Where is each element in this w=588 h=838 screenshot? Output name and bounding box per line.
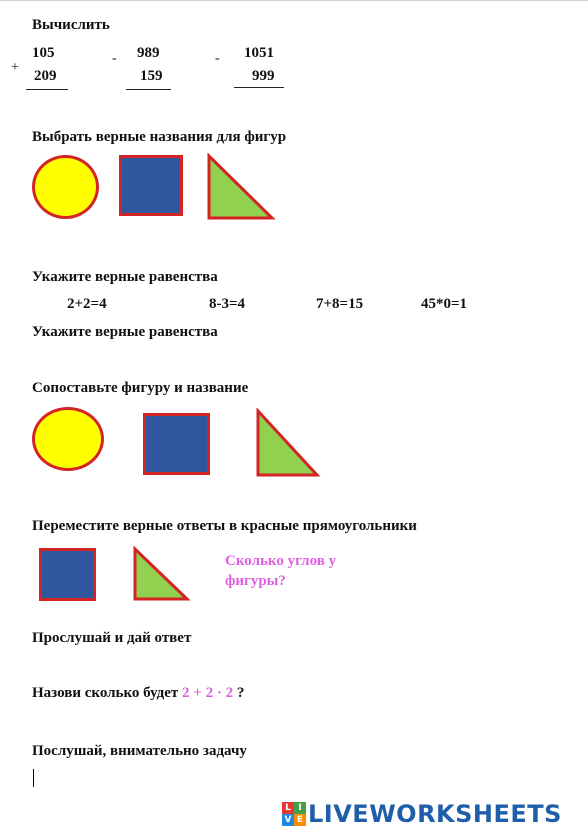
logo-letter: L <box>282 802 294 814</box>
blue-square[interactable] <box>119 155 183 216</box>
problem1-answer-line[interactable] <box>26 89 68 90</box>
green-triangle[interactable] <box>206 153 276 221</box>
logo-mark-icon <box>282 802 306 826</box>
heading-calculate: Вычислить <box>32 17 110 33</box>
text-cursor[interactable] <box>33 769 34 787</box>
question-text <box>225 551 336 591</box>
problem1-bottom: 209 <box>34 68 57 84</box>
problem2-top: 989 <box>137 45 160 61</box>
green-triangle[interactable] <box>132 546 190 602</box>
minus-operator-1: - <box>112 51 117 66</box>
heading-equalities-1: Укажите верные равенства <box>32 269 218 285</box>
equation-2[interactable]: 8-3=4 <box>209 296 246 312</box>
heading-listen-answer: Прослушай и дай ответ <box>32 630 192 646</box>
problem2-answer-line[interactable] <box>126 89 171 90</box>
question-mark: ? <box>236 685 245 701</box>
logo-text: LIVEWORKSHEETS <box>308 800 562 828</box>
top-border <box>0 0 588 1</box>
problem2-bottom: 159 <box>140 68 163 84</box>
heading-match-shapes: Сопоставьте фигуру и название <box>32 380 249 396</box>
plus-operator: + <box>11 60 19 75</box>
heading-equalities-2: Укажите верные равенства <box>32 324 218 340</box>
green-triangle[interactable] <box>255 408 321 478</box>
problem1-top: 105 <box>32 45 55 61</box>
expression: 2 + 2 · 2 <box>182 685 234 701</box>
question-line-2: фигуры? <box>225 573 286 589</box>
logo-letter: E <box>294 814 306 826</box>
logo-letter: V <box>282 814 294 826</box>
expression-prompt: Назови сколько будет <box>32 685 179 701</box>
problem3-top: 1051 <box>244 45 274 61</box>
liveworksheets-logo <box>282 800 562 828</box>
heading-move-answers: Переместите верные ответы в красные прямоугольники <box>32 518 417 534</box>
yellow-circle[interactable] <box>32 155 99 219</box>
equation-4[interactable]: 45*0=1 <box>421 296 468 312</box>
heading-listen-task: Послушай, внимательно задачу <box>32 743 247 759</box>
equation-1[interactable]: 2+2=4 <box>67 296 107 312</box>
equation-3[interactable]: 7+8=15 <box>316 296 364 312</box>
blue-square[interactable] <box>39 548 96 601</box>
expression-line <box>32 685 244 702</box>
minus-operator-2: - <box>215 51 220 66</box>
yellow-circle[interactable] <box>32 407 104 471</box>
logo-letter: I <box>294 802 306 814</box>
blue-square[interactable] <box>143 413 210 475</box>
problem3-answer-line[interactable] <box>234 87 284 88</box>
question-line-1: Сколько углов у <box>225 553 337 569</box>
problem3-bottom: 999 <box>252 68 275 84</box>
heading-choose-names: Выбрать верные названия для фигур <box>32 129 287 145</box>
